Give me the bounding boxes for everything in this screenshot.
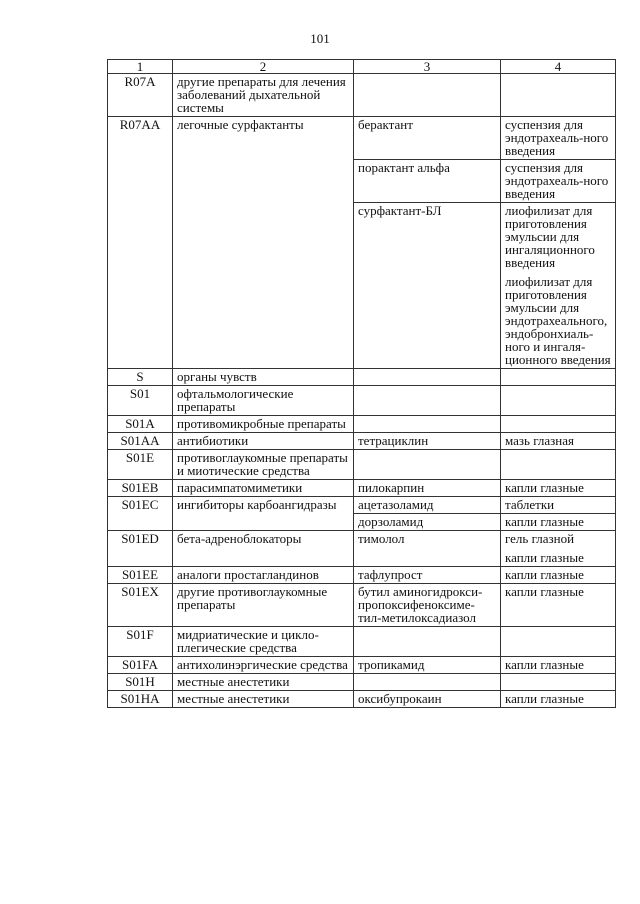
drug-group: бета-адреноблокаторы <box>173 531 354 567</box>
drug-group: парасимпатомиметики <box>173 480 354 497</box>
dosage-form: капли глазные <box>501 547 616 567</box>
header-col-3: 3 <box>354 60 501 74</box>
atc-code: S01EB <box>108 480 173 497</box>
drug-name: тафлупрост <box>354 567 501 584</box>
atc-code: S01ED <box>108 531 173 567</box>
drug-group: местные анестетики <box>173 674 354 691</box>
dosage-form: капли глазные <box>501 657 616 674</box>
dosage-form <box>501 450 616 480</box>
drug-name: пилокарпин <box>354 480 501 497</box>
drug-name <box>354 416 501 433</box>
dosage-form <box>501 386 616 416</box>
table-row <box>108 627 616 657</box>
drug-group: местные анестетики <box>173 691 354 708</box>
drug-classification-table <box>107 59 616 708</box>
drug-name: тимолол <box>354 531 501 567</box>
table-body <box>108 74 616 708</box>
atc-code: S01EE <box>108 567 173 584</box>
drug-name <box>354 74 501 117</box>
atc-code: S01F <box>108 627 173 657</box>
dosage-form: капли глазные <box>501 691 616 708</box>
header-col-1: 1 <box>108 60 173 74</box>
dosage-form <box>501 627 616 657</box>
table-header-row <box>108 60 616 74</box>
drug-name: берактант <box>354 117 501 160</box>
drug-group: другие противоглаукомные препараты <box>173 584 354 627</box>
drug-group: антихолинэргические средства <box>173 657 354 674</box>
atc-code: S01 <box>108 386 173 416</box>
drug-group: мидриатические и цикло-плегические средства <box>173 627 354 657</box>
atc-code: S01E <box>108 450 173 480</box>
drug-name: тропикамид <box>354 657 501 674</box>
drug-group: аналоги простагландинов <box>173 567 354 584</box>
header-col-4: 4 <box>501 60 616 74</box>
dosage-form <box>501 74 616 117</box>
atc-code: R07A <box>108 74 173 117</box>
atc-code: S01FA <box>108 657 173 674</box>
atc-code: S <box>108 369 173 386</box>
table-row <box>108 480 616 497</box>
table-row <box>108 584 616 627</box>
drug-group: противоглаукомные препараты и миотические средства <box>173 450 354 480</box>
dosage-form: гель глазной <box>501 531 616 548</box>
drug-name <box>354 627 501 657</box>
drug-group: офтальмологические препараты <box>173 386 354 416</box>
atc-code: R07AA <box>108 117 173 369</box>
drug-name: оксибупрокаин <box>354 691 501 708</box>
dosage-form: мазь глазная <box>501 433 616 450</box>
table-row <box>108 531 616 548</box>
dosage-form <box>501 416 616 433</box>
drug-name <box>354 450 501 480</box>
dosage-form: капли глазные <box>501 584 616 627</box>
drug-group: противомикробные препараты <box>173 416 354 433</box>
dosage-form: лиофилизат для приготовления эмульсии для эндотрахеального, эндобронхиаль-ного и ингаля-ционного введения <box>501 271 616 369</box>
table-row <box>108 567 616 584</box>
drug-name: тетрациклин <box>354 433 501 450</box>
drug-name <box>354 386 501 416</box>
atc-code: S01A <box>108 416 173 433</box>
drug-name <box>354 369 501 386</box>
table-row <box>108 369 616 386</box>
dosage-form <box>501 674 616 691</box>
drug-name: дорзоламид <box>354 514 501 531</box>
drug-name: сурфактант-БЛ <box>354 203 501 369</box>
drug-group: антибиотики <box>173 433 354 450</box>
atc-code: S01EC <box>108 497 173 531</box>
drug-group: органы чувств <box>173 369 354 386</box>
table-row <box>108 497 616 514</box>
atc-code: S01H <box>108 674 173 691</box>
table-row <box>108 117 616 160</box>
dosage-form <box>501 369 616 386</box>
table-row <box>108 416 616 433</box>
drug-group: другие препараты для лечения заболеваний дыхательной системы <box>173 74 354 117</box>
drug-name: ацетазоламид <box>354 497 501 514</box>
dosage-form: капли глазные <box>501 567 616 584</box>
dosage-form: суспензия для эндотрахеаль-ного введения <box>501 160 616 203</box>
table-row <box>108 386 616 416</box>
table-row <box>108 691 616 708</box>
table-row <box>108 74 616 117</box>
table-row <box>108 674 616 691</box>
drug-group: ингибиторы карбоангидразы <box>173 497 354 531</box>
table-row <box>108 433 616 450</box>
dosage-form: лиофилизат для приготовления эмульсии для ингаляционного введения <box>501 203 616 272</box>
header-col-2: 2 <box>173 60 354 74</box>
drug-name <box>354 674 501 691</box>
drug-name: бутил аминогидрокси-пропоксифеноксиме-тил-метилоксадиазол <box>354 584 501 627</box>
atc-code: S01HA <box>108 691 173 708</box>
dosage-form: капли глазные <box>501 480 616 497</box>
dosage-form: таблетки <box>501 497 616 514</box>
drug-name: порактант альфа <box>354 160 501 203</box>
dosage-form: капли глазные <box>501 514 616 531</box>
drug-group: легочные сурфактанты <box>173 117 354 369</box>
atc-code: S01AA <box>108 433 173 450</box>
dosage-form: суспензия для эндотрахеаль-ного введения <box>501 117 616 160</box>
table-row <box>108 657 616 674</box>
table-row <box>108 450 616 480</box>
atc-code: S01EX <box>108 584 173 627</box>
page-number: 101 <box>310 31 330 46</box>
